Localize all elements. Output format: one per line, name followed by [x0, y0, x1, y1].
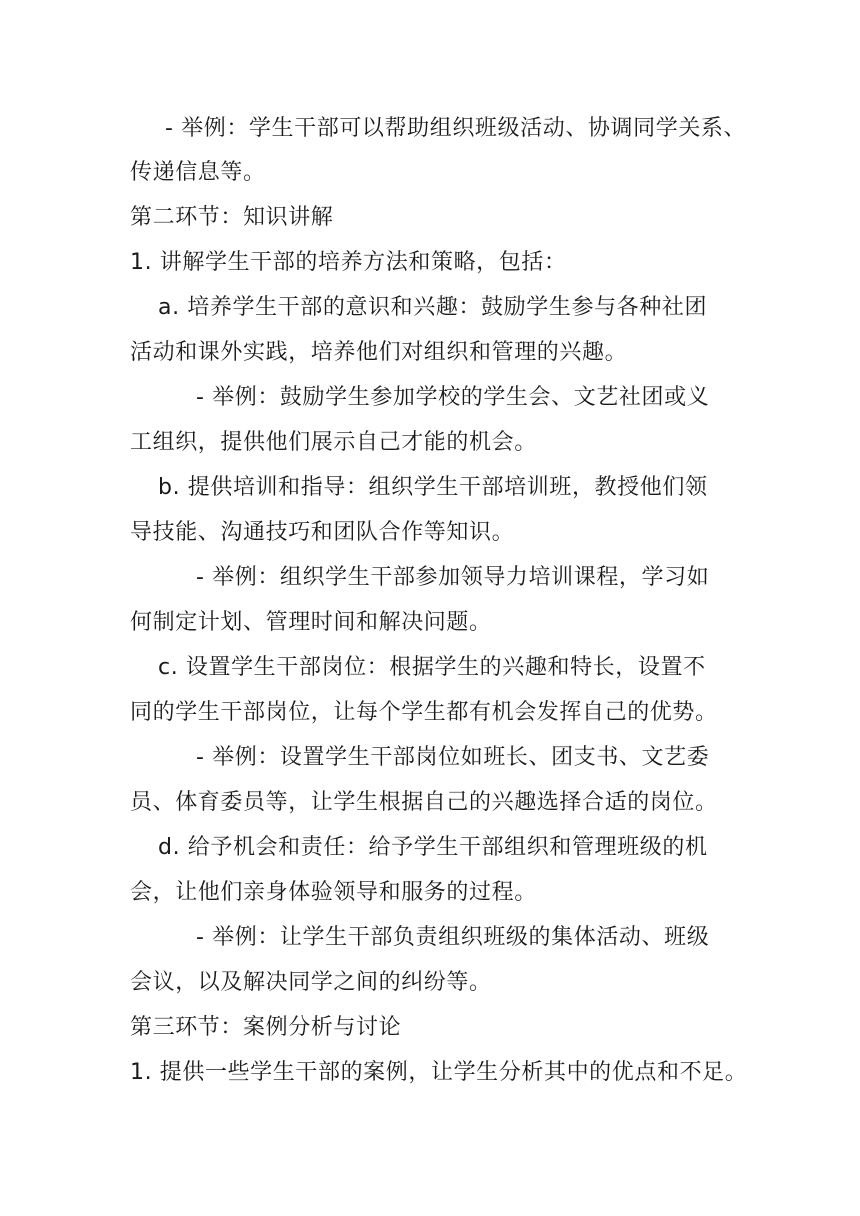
text-line: 活动和课外实践，培养他们对组织和管理的兴趣。 [130, 340, 628, 365]
section-heading: 第三环节：案例分析与讨论 [130, 1015, 402, 1040]
text-line: 员、体育委员等，让学生根据自己的兴趣选择合适的岗位。 [130, 790, 718, 815]
text-line: 会议，以及解决同学之间的纠纷等。 [130, 970, 492, 995]
text-line: 会，让他们亲身体验领导和服务的过程。 [130, 880, 537, 905]
list-item: b. 提供培训和指导：组织学生干部培训班，教授他们领 [158, 475, 708, 500]
list-item: a. 培养学生干部的意识和兴趣：鼓励学生参与各种社团 [158, 295, 708, 320]
list-item: 1. 讲解学生干部的培养方法和策略，包括： [130, 250, 567, 275]
list-item: c. 设置学生干部岗位：根据学生的兴趣和特长，设置不 [158, 655, 706, 680]
text-line: - 举例：鼓励学生参加学校的学生会、文艺社团或义 [196, 385, 710, 410]
text-line: - 举例：组织学生干部参加领导力培训课程，学习如 [196, 565, 710, 590]
text-line: - 举例：让学生干部负责组织班级的集体活动、班级 [196, 925, 710, 950]
text-line: 传递信息等。 [130, 160, 266, 185]
text-line: 工组织，提供他们展示自己才能的机会。 [130, 430, 537, 455]
section-heading: 第二环节：知识讲解 [130, 205, 334, 230]
text-line: 何制定计划、管理时间和解决问题。 [130, 610, 492, 635]
text-line: - 举例：设置学生干部岗位如班长、团支书、文艺委 [196, 745, 710, 770]
text-line: 同的学生干部岗位，让每个学生都有机会发挥自己的优势。 [130, 700, 718, 725]
text-line: - 举例：学生干部可以帮助组织班级活动、协调同学关系、 [165, 116, 747, 141]
list-item: d. 给予机会和责任：给予学生干部组织和管理班级的机 [158, 835, 708, 860]
text-line: 导技能、沟通技巧和团队合作等知识。 [130, 520, 515, 545]
list-item: 1. 提供一些学生干部的案例，让学生分析其中的优点和不足。 [130, 1060, 748, 1085]
